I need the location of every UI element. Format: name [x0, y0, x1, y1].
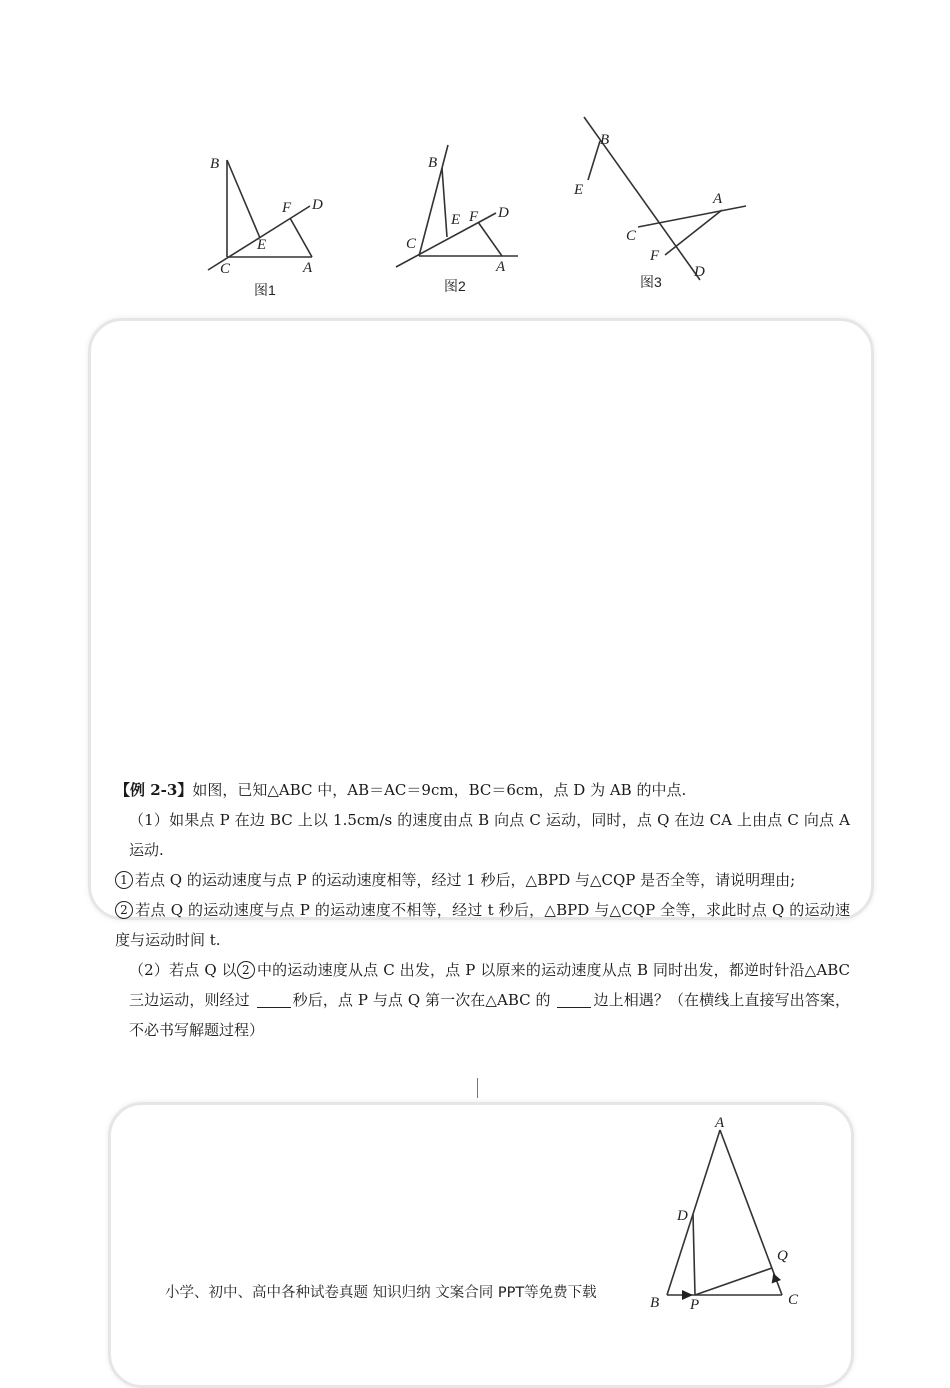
tri-label-B: B: [650, 1295, 660, 1311]
answer-blank-side[interactable]: [557, 991, 591, 1008]
answer-blank-seconds[interactable]: [257, 991, 291, 1008]
fig1-label-A: A: [303, 260, 313, 276]
question-1-text: 若点 Q 的运动速度与点 P 的运动速度相等，经过 1 秒后，△BPD 与△CQP 是否全等，请说明理由;: [135, 871, 796, 889]
problem-2-3: [115, 775, 850, 1045]
problem-intro-line: [115, 775, 850, 805]
part-2-text-a: （2）若点 Q 以: [129, 961, 237, 979]
tri-label-P: P: [690, 1297, 700, 1313]
example-tag: 【例 2-3】: [115, 781, 193, 799]
part-2-text-b: 中的运动速度从点 C 出发，点 P 以原来的运动速度从点 B 同时出发，都逆时针沿△ABC 三边运动，则经过: [129, 961, 850, 1009]
fig1-label-C: C: [220, 261, 231, 277]
circled-number-1: 1: [115, 871, 133, 889]
part-2-text-d: 边上相遇？（在横线上直接写出答案，不必书写解题过程）: [129, 991, 850, 1039]
question-2-text: 若点 Q 的运动速度与点 P 的运动速度不相等，经过 t 秒后，△BPD 与△CQP 全等，求此时点 Q 的运动速度与运动时间 t.: [115, 901, 850, 949]
fig2-label-D: D: [498, 205, 509, 221]
figure-3-diagram: [570, 112, 760, 292]
figure-1: [200, 140, 350, 305]
fig2-label-B: B: [428, 155, 438, 171]
tri-label-C: C: [788, 1292, 799, 1308]
fig2-label-A: A: [496, 259, 506, 275]
divider-tick: [477, 1078, 478, 1098]
figure-1-diagram: [200, 140, 350, 305]
question-1: [115, 865, 850, 895]
fig2-label-E: E: [451, 212, 461, 228]
part-1: （1）如果点 P 在边 BC 上以 1.5cm/s 的速度由点 B 向点 C 运动，同时，点 Q 在边 CA 上由点 C 向点 A 运动.: [129, 811, 850, 859]
footer-ad-text: 小学、初中、高中各种试卷真题 知识归纳 文案合同 PPT等免费下载: [165, 1285, 597, 1301]
fig1-label-E: E: [257, 237, 267, 253]
fig2-label-F: F: [469, 209, 479, 225]
fig3-caption: 图3: [640, 274, 662, 290]
figure-3: [570, 112, 760, 292]
fig2-caption: 图2: [444, 278, 466, 294]
circled-number-2: 2: [115, 901, 133, 919]
fig3-label-C: C: [626, 228, 637, 244]
figure-2: [390, 140, 540, 305]
tri-label-A: A: [715, 1115, 725, 1131]
fig3-label-B: B: [600, 132, 610, 148]
problem-intro: 如图，已知△ABC 中，AB＝AC＝9cm，BC＝6cm，点 D 为 AB 的中点.: [192, 781, 687, 799]
figure-2-diagram: [390, 140, 540, 305]
fig1-label-F: F: [282, 200, 292, 216]
question-2: [115, 895, 850, 955]
fig3-label-F: F: [650, 248, 660, 264]
tri-label-Q: Q: [777, 1248, 788, 1264]
fig1-caption: 图1: [254, 282, 276, 298]
fig1-label-D: D: [312, 197, 323, 213]
fig1-label-B: B: [210, 156, 220, 172]
fig3-label-E: E: [574, 182, 584, 198]
part-2-text-c: 秒后，点 P 与点 Q 第一次在△ABC 的: [292, 991, 551, 1009]
fig3-label-A: A: [713, 191, 723, 207]
circled-number-2-ref: 2: [237, 961, 255, 979]
fig3-label-D: D: [694, 264, 705, 280]
figure-triangle: [640, 1110, 810, 1320]
part-2: [115, 955, 850, 1045]
fig2-label-C: C: [406, 236, 417, 252]
triangle-diagram: [640, 1110, 810, 1320]
tri-label-D: D: [677, 1208, 688, 1224]
